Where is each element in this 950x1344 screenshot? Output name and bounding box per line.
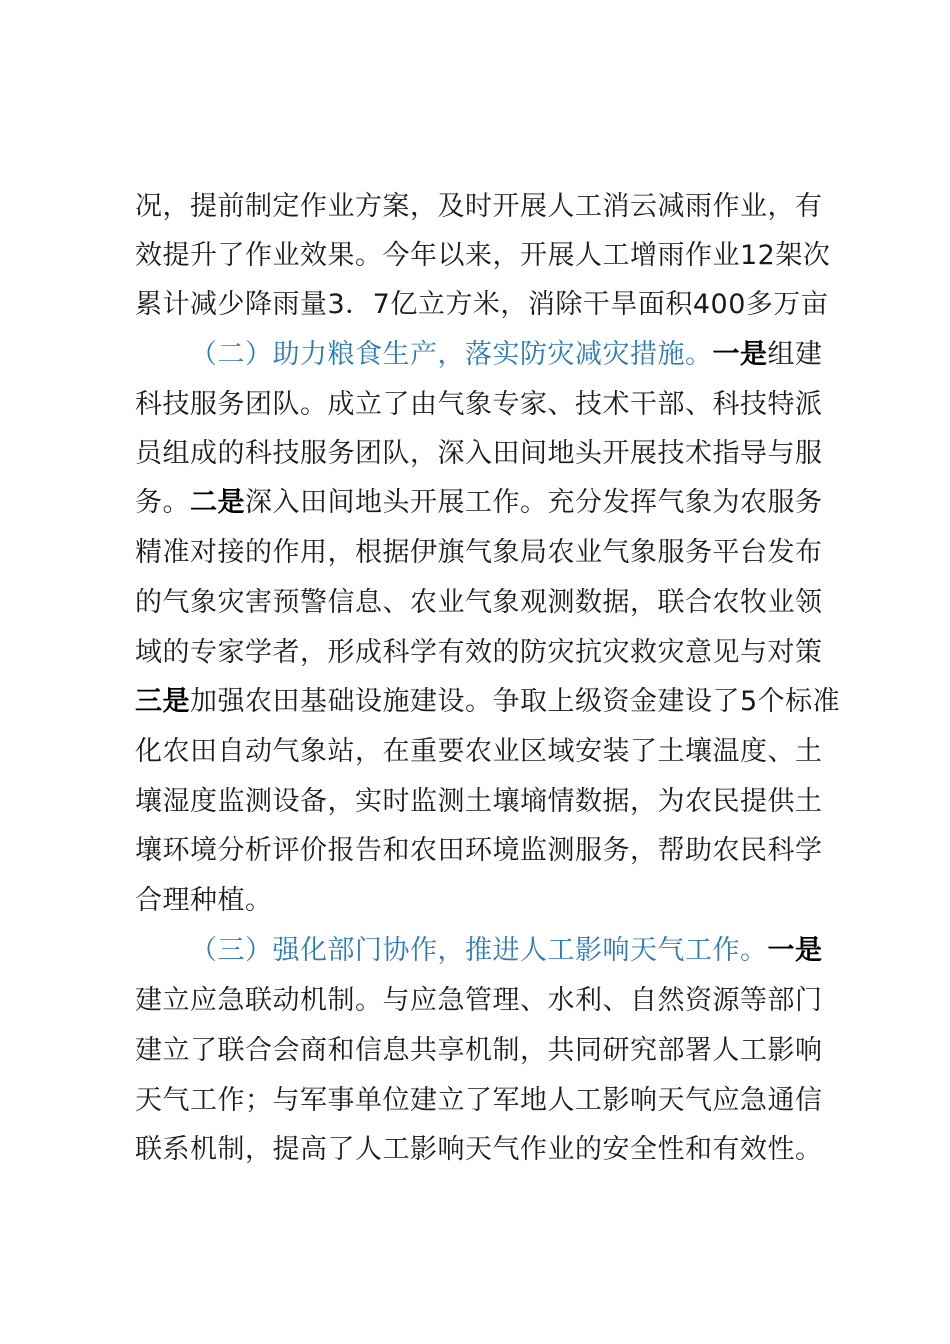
- body-text: 化农田自动气象站，在重要农业区域安装了土壤温度、土: [135, 736, 823, 767]
- text-line-9: [135, 587, 823, 619]
- section-heading: （三）强化部门协作，推进人工影响天气工作。: [190, 935, 768, 966]
- body-text: 建立应急联动机制。与应急管理、水利、自然资源等部门: [135, 985, 823, 1016]
- body-text: 效提升了作业效果。今年以来，开展人工增雨作业12架次: [135, 240, 831, 271]
- section-heading: （二）助力粮食生产，落实防灾减灾措施。: [190, 339, 713, 370]
- body-text: 壤湿度监测设备，实时监测土壤墒情数据，为农民提供土: [135, 786, 823, 817]
- body-text: 组建: [767, 339, 823, 370]
- text-line-15: [135, 885, 273, 917]
- body-text: 员组成的科技服务团队，深入田间地头开展技术指导与服: [135, 438, 823, 469]
- bold-marker: 三是: [135, 686, 190, 717]
- text-line-10: [135, 637, 823, 669]
- body-text: 科技服务团队。成立了由气象专家、技术干部、科技特派: [135, 389, 823, 420]
- text-line-6: [135, 438, 823, 470]
- body-text: 建立了联合会商和信息共享机制，共同研究部署人工影响: [135, 1035, 823, 1066]
- body-text: 加强农田基础设施建设。争取上级资金建设了5个标准: [190, 686, 841, 717]
- text-line-7: [135, 487, 823, 519]
- bold-marker: 一是: [767, 935, 823, 966]
- text-line-20: [135, 1134, 823, 1166]
- text-line-8: [135, 537, 823, 569]
- text-line-14: [135, 835, 823, 867]
- bold-marker: 二是: [190, 487, 245, 518]
- text-line-18: [135, 1035, 823, 1067]
- body-text: 累计减少降雨量3．7亿立方米，消除干旱面积400多万亩: [135, 289, 829, 320]
- text-line-2: [135, 240, 830, 272]
- text-line-11: [135, 686, 840, 718]
- body-text: 精准对接的作用，根据伊旗气象局农业气象服务平台发布: [135, 537, 823, 568]
- text-line-13: [135, 786, 823, 818]
- text-line-1: [135, 191, 823, 223]
- text-line-12: [135, 736, 823, 768]
- body-text: 联系机制，提高了人工影响天气作业的安全性和有效性。: [135, 1134, 823, 1165]
- section-2-heading-line: [190, 339, 823, 371]
- text-line-17: [135, 985, 823, 1017]
- section-3-heading-line: [190, 935, 823, 967]
- text-line-3: [135, 289, 828, 321]
- body-text: 壤环境分析评价报告和农田环境监测服务，帮助农民科学: [135, 835, 823, 866]
- body-text: 务。: [135, 487, 190, 518]
- body-text: 域的专家学者，形成科学有效的防灾抗灾救灾意见与对策: [135, 637, 823, 668]
- bold-marker: 一是: [712, 339, 768, 370]
- text-line-19: [135, 1085, 823, 1117]
- body-text: 深入田间地头开展工作。充分发挥气象为农服务: [245, 487, 823, 518]
- body-text: 合理种植。: [135, 885, 273, 916]
- text-line-5: [135, 389, 823, 421]
- body-text: 况，提前制定作业方案，及时开展人工消云减雨作业，有: [135, 191, 823, 222]
- body-text: 天气工作；与军事单位建立了军地人工影响天气应急通信: [135, 1085, 823, 1116]
- body-text: 的气象灾害预警信息、农业气象观测数据，联合农牧业领: [135, 587, 823, 618]
